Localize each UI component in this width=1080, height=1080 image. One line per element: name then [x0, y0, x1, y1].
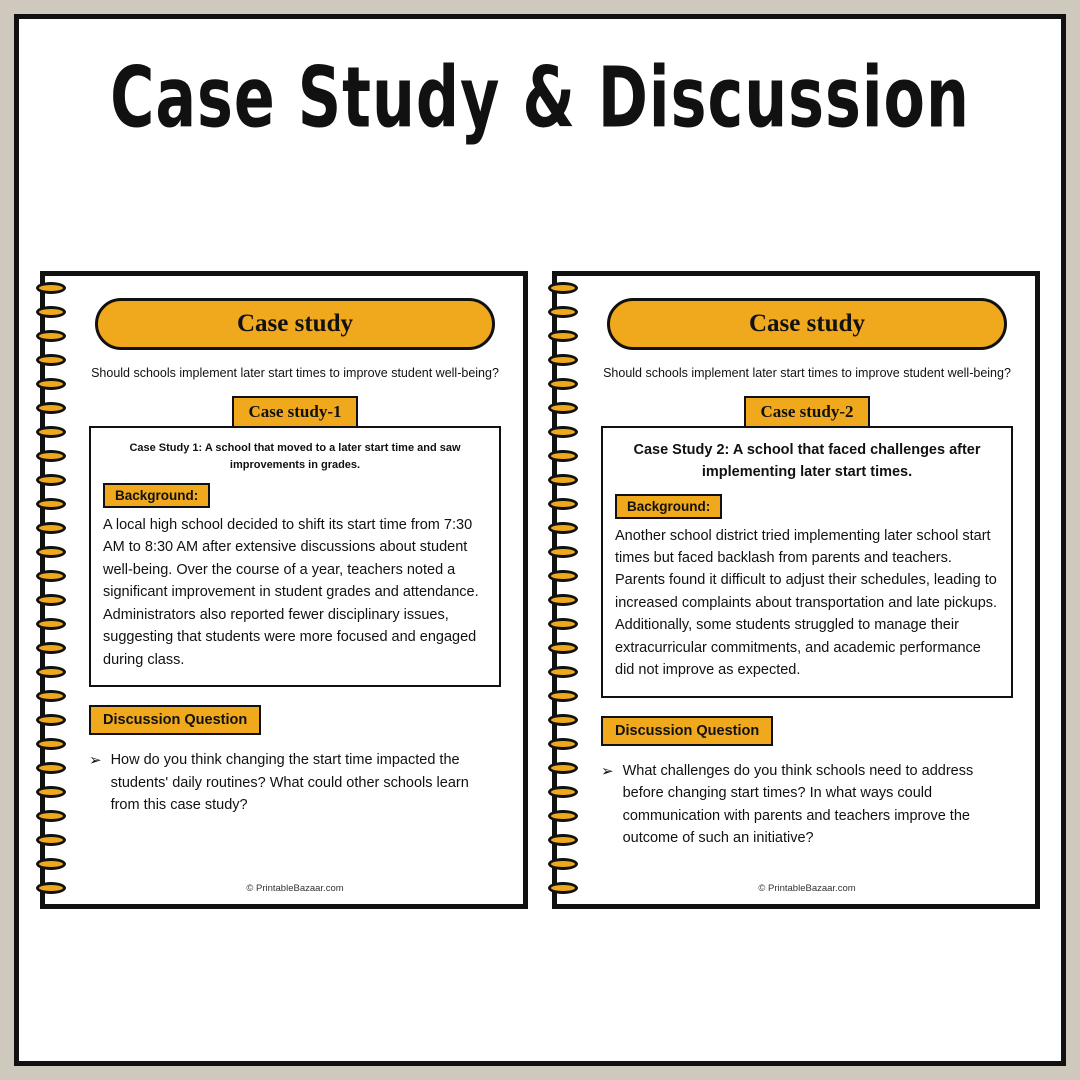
case-study-prompt-2: Should schools implement later start times to improve student well-being? [603, 366, 1011, 380]
spiral-ring [36, 354, 66, 366]
case-head-1: Case Study 1: A school that moved to a later start time and saw improvements in grades. [129, 442, 461, 471]
case-study-body-1 [89, 426, 501, 687]
spiral-ring [548, 690, 578, 702]
spiral-ring [548, 546, 578, 558]
page-title: Case Study & Discussion [110, 49, 970, 147]
spiral-ring [36, 858, 66, 870]
case-study-card-1 [40, 271, 528, 909]
spiral-ring [36, 378, 66, 390]
case-study-pill-2: Case study [607, 298, 1007, 350]
case-study-card-2 [552, 271, 1040, 909]
page-title-bar [19, 49, 1061, 147]
card-footer-1: © PrintableBazaar.com [246, 883, 344, 894]
spiral-ring [36, 546, 66, 558]
spiral-ring [548, 666, 578, 678]
spiral-ring [548, 834, 578, 846]
discussion-question-tag-2: Discussion Question [601, 716, 773, 746]
spiral-ring [548, 882, 578, 894]
spiral-ring [36, 426, 66, 438]
spiral-ring [36, 690, 66, 702]
spiral-ring [548, 330, 578, 342]
case-study-prompt-1: Should schools implement later start times to improve student well-being? [91, 366, 499, 380]
arrow-bullet-icon: ➢ [89, 752, 102, 770]
spiral-ring [36, 474, 66, 486]
spiral-ring [36, 402, 66, 414]
spiral-ring [36, 666, 66, 678]
spiral-binding-1 [36, 282, 70, 908]
arrow-bullet-icon: ➢ [601, 762, 614, 780]
spiral-ring [548, 402, 578, 414]
background-tag-2: Background: [615, 494, 722, 519]
case-head-2: Case Study 2: A school that faced challenges after implementing later start times. [633, 442, 981, 480]
spiral-ring [548, 786, 578, 798]
spiral-ring [548, 642, 578, 654]
case-study-cards [19, 271, 1061, 909]
spiral-ring [548, 282, 578, 294]
spiral-ring [548, 354, 578, 366]
background-text-2: Another school district tried implementing later school start times but faced backlash from parents and teachers. Parents found it difficult to adjust their schedules, leading to increased complaints about transportation and late pickups. Additionally, some students struggled to manage their extracurricular commitments, and academic performance did not improve as expected. [615, 527, 998, 679]
spiral-ring [36, 450, 66, 462]
discussion-question-tag-1: Discussion Question [89, 705, 261, 735]
spiral-ring [36, 738, 66, 750]
spiral-ring [548, 522, 578, 534]
case-study-sublabel-2: Case study-2 [744, 396, 869, 428]
worksheet-page [14, 14, 1066, 1066]
spiral-binding-2 [548, 282, 582, 908]
spiral-ring [548, 570, 578, 582]
spiral-ring [36, 498, 66, 510]
spiral-ring [36, 834, 66, 846]
discussion-question-row-2 [601, 760, 1013, 850]
spiral-ring [548, 594, 578, 606]
card-footer-2: © PrintableBazaar.com [758, 883, 856, 894]
spiral-ring [548, 306, 578, 318]
spiral-ring [548, 498, 578, 510]
background-text-1: A local high school decided to shift its start time from 7:30 AM to 8:30 AM after extensive discussions about student well-being. Over the course of a year, teachers noted a significant improvement in student grades and attendance. Administrators also reported fewer disciplinary issues, suggesting that students were more focused and engaged during class. [103, 517, 479, 668]
spiral-ring [548, 378, 578, 390]
spiral-ring [36, 594, 66, 606]
spiral-ring [548, 450, 578, 462]
case-study-body-2 [601, 426, 1013, 698]
spiral-ring [548, 858, 578, 870]
spiral-ring [36, 786, 66, 798]
discussion-question-text-1: How do you think changing the start time impacted the students' daily routines? What could other schools learn from this case study? [110, 752, 469, 814]
spiral-ring [548, 810, 578, 822]
spiral-ring [548, 762, 578, 774]
spiral-ring [36, 810, 66, 822]
spiral-ring [36, 642, 66, 654]
spiral-ring [548, 474, 578, 486]
spiral-ring [36, 306, 66, 318]
spiral-ring [548, 618, 578, 630]
case-study-sublabel-1: Case study-1 [232, 396, 357, 428]
discussion-question-row-1 [89, 749, 501, 816]
spiral-ring [36, 330, 66, 342]
spiral-ring [36, 618, 66, 630]
spiral-ring [36, 882, 66, 894]
spiral-ring [36, 570, 66, 582]
spiral-ring [548, 426, 578, 438]
spiral-ring [548, 738, 578, 750]
case-study-pill-1: Case study [95, 298, 495, 350]
spiral-ring [36, 522, 66, 534]
spiral-ring [36, 714, 66, 726]
background-tag-1: Background: [103, 483, 210, 508]
discussion-question-text-2: What challenges do you think schools need to address before changing start times? In what ways could communication with parents and teachers improve the outcome of such an initiative? [622, 762, 974, 847]
spiral-ring [548, 714, 578, 726]
spiral-ring [36, 282, 66, 294]
spiral-ring [36, 762, 66, 774]
